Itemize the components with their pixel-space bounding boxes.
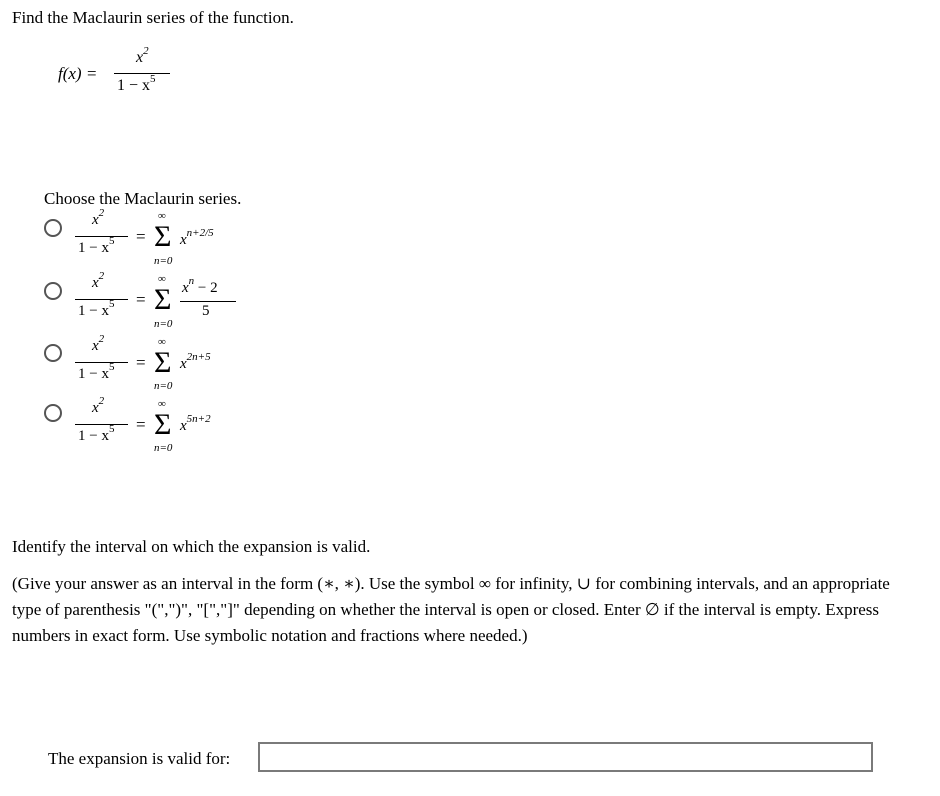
radio-button[interactable]: [44, 404, 62, 422]
question-prompt: Find the Maclaurin series of the function.: [12, 8, 294, 27]
function-numerator-exp: 2: [143, 45, 149, 57]
equals-sign: =: [136, 353, 146, 372]
lhs-numerator: [92, 333, 105, 355]
lhs-numerator-exp: 2: [98, 333, 105, 345]
series-term: [180, 227, 214, 249]
term-exponent: 5n+2: [186, 413, 211, 425]
lhs-denominator-exp: 5: [108, 235, 115, 247]
lhs-numerator-base: x: [92, 212, 99, 228]
term-exponent: n: [188, 275, 195, 287]
series-term: [180, 413, 211, 435]
sigma-symbol: Σ: [154, 220, 172, 253]
series-term: [180, 351, 211, 373]
lhs-denominator: [78, 235, 115, 257]
lhs-denominator-base: 1 − x: [78, 303, 109, 319]
sum-upper-limit: ∞: [158, 336, 166, 348]
term-base: x: [180, 356, 187, 372]
lhs-fraction-line: [75, 236, 128, 237]
term-exponent: 2n+5: [186, 351, 211, 363]
sum-upper-limit: ∞: [158, 398, 166, 410]
instructions-line-1: (Give your answer as an interval in the form (∗, ∗). Use the symbol ∞ for infinity, ∪ for combining intervals, and an appropriate: [12, 574, 890, 593]
lhs-numerator: [92, 270, 105, 292]
lhs-denominator-exp: 5: [108, 361, 115, 373]
lhs-denominator: [78, 423, 115, 445]
lhs-numerator-base: x: [92, 275, 99, 291]
lhs-denominator-base: 1 − x: [78, 240, 109, 256]
series-term-numerator: [182, 275, 218, 297]
term-base: x: [182, 280, 189, 296]
term-base: x: [180, 418, 187, 434]
interval-heading: Identify the interval on which the expansion is valid.: [12, 537, 371, 556]
sum-upper-limit: ∞: [158, 210, 166, 222]
radio-button[interactable]: [44, 344, 62, 362]
interval-answer-input[interactable]: [258, 742, 873, 772]
function-numerator-base: x: [136, 49, 144, 66]
lhs-numerator-exp: 2: [98, 270, 105, 282]
answer-label: The expansion is valid for:: [48, 749, 231, 768]
sum-upper-limit: ∞: [158, 273, 166, 285]
sigma-symbol: Σ: [154, 283, 172, 316]
equals-sign: =: [136, 227, 146, 246]
lhs-numerator: [92, 395, 105, 417]
sum-lower-limit: n=0: [154, 380, 173, 392]
radio-button[interactable]: [44, 282, 62, 300]
sigma-symbol: Σ: [154, 408, 172, 441]
lhs-fraction-line: [75, 362, 128, 363]
series-term-fraction-line: [180, 301, 236, 302]
function-numerator: [136, 45, 149, 67]
sigma-symbol: Σ: [154, 346, 172, 379]
choices-heading: Choose the Maclaurin series.: [44, 189, 242, 208]
lhs-fraction-line: [75, 424, 128, 425]
function-lhs-text: f(x) =: [58, 64, 98, 83]
lhs-denominator: [78, 361, 115, 383]
sum-lower-limit: n=0: [154, 255, 173, 267]
instructions-line-2: type of parenthesis "(",")", "[","]" depending on whether the interval is open or closed. Enter ∅ if the interval is empty. Express: [12, 600, 880, 619]
sum-lower-limit: n=0: [154, 442, 173, 454]
lhs-fraction-line: [75, 299, 128, 300]
term-rest: − 2: [194, 280, 218, 296]
instructions-line-3: numbers in exact form. Use symbolic notation and fractions where needed.): [12, 626, 528, 645]
equals-sign: =: [136, 415, 146, 434]
function-denominator-base: 1 − x: [117, 77, 151, 94]
lhs-denominator: [78, 298, 115, 320]
lhs-numerator-base: x: [92, 338, 99, 354]
sum-lower-limit: n=0: [154, 318, 173, 330]
lhs-denominator-base: 1 − x: [78, 366, 109, 382]
term-base: x: [180, 232, 187, 248]
lhs-numerator-exp: 2: [98, 207, 105, 219]
lhs-numerator-exp: 2: [98, 395, 105, 407]
lhs-denominator-base: 1 − x: [78, 428, 109, 444]
term-exponent: n+2/5: [186, 227, 214, 239]
lhs-denominator-exp: 5: [108, 423, 115, 435]
function-denominator: [117, 73, 156, 95]
equals-sign: =: [136, 290, 146, 309]
function-denominator-exp: 5: [150, 73, 156, 85]
function-fraction-line: [114, 73, 170, 74]
function-lhs: [58, 64, 97, 84]
lhs-denominator-exp: 5: [108, 298, 115, 310]
series-term-denominator: 5: [202, 303, 210, 319]
radio-button[interactable]: [44, 219, 62, 237]
lhs-numerator: [92, 207, 105, 229]
lhs-numerator-base: x: [92, 400, 99, 416]
